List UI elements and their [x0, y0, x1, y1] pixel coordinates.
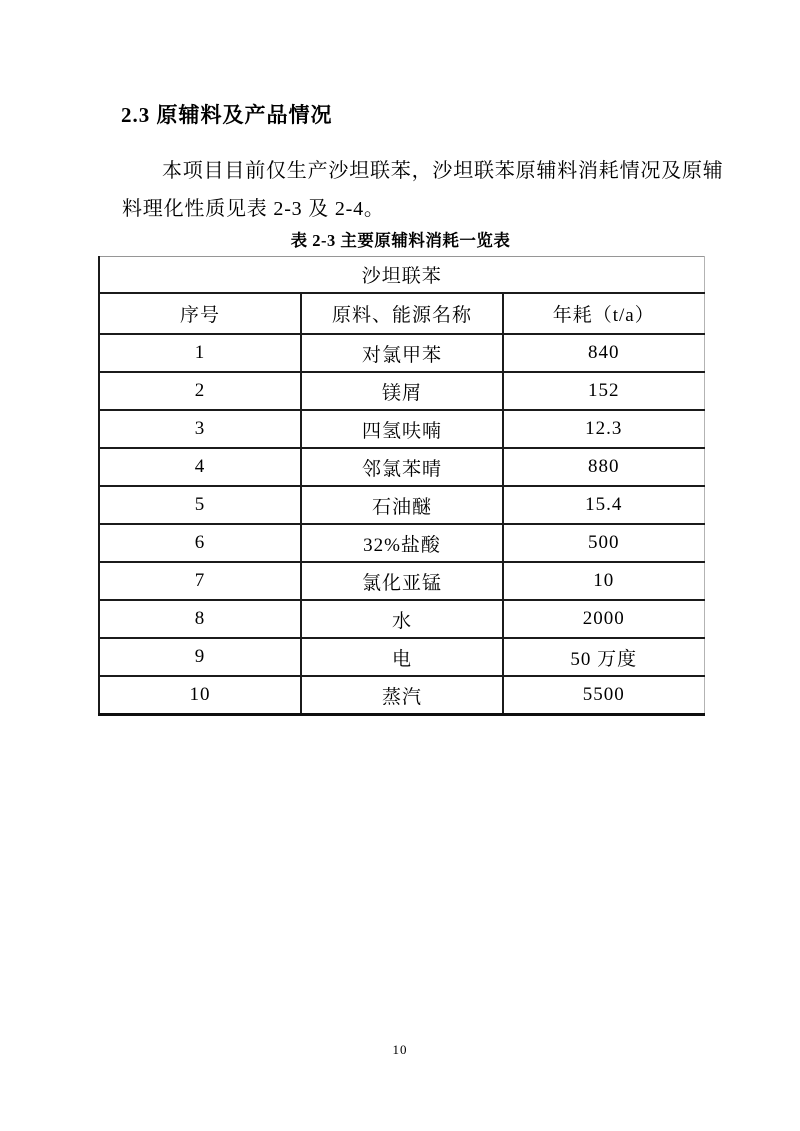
cell-consumption: 12.3: [503, 410, 704, 448]
cell-consumption: 840: [503, 334, 704, 372]
table-row: [99, 448, 704, 486]
cell-index: 1: [99, 334, 301, 372]
cell-consumption: 5500: [503, 676, 704, 715]
cell-index: 4: [99, 448, 301, 486]
cell-material: 对氯甲苯: [301, 334, 503, 372]
table-row: [99, 486, 704, 524]
cell-material: 邻氯苯晴: [301, 448, 503, 486]
cell-material: 蒸汽: [301, 676, 503, 715]
section-heading: 2.3 原辅料及产品情况: [121, 103, 333, 127]
column-header-index: 序号: [99, 293, 301, 334]
table-group-header-cell: 沙坦联苯: [99, 257, 704, 294]
cell-material: 氯化亚锰: [301, 562, 503, 600]
cell-material: 四氢呋喃: [301, 410, 503, 448]
cell-index: 10: [99, 676, 301, 715]
column-header-material: 原料、能源名称: [301, 293, 503, 334]
cell-consumption: 50 万度: [503, 638, 704, 676]
cell-material: 电: [301, 638, 503, 676]
paragraph-line: 料理化性质见表 2-3 及 2-4。: [122, 198, 385, 220]
cell-material: 镁屑: [301, 372, 503, 410]
table-group-header-row: [99, 257, 704, 294]
cell-material: 石油醚: [301, 486, 503, 524]
table-row: [99, 524, 704, 562]
body-paragraph: [122, 152, 724, 228]
cell-consumption: 152: [503, 372, 704, 410]
table-caption: 表 2-3 主要原辅料消耗一览表: [290, 231, 511, 250]
cell-index: 9: [99, 638, 301, 676]
table-row: [99, 562, 704, 600]
table-row: [99, 334, 704, 372]
consumption-table: [98, 256, 705, 716]
table-row: [99, 638, 704, 676]
cell-consumption: 15.4: [503, 486, 704, 524]
cell-material: 水: [301, 600, 503, 638]
table-row: [99, 372, 704, 410]
cell-consumption: 500: [503, 524, 704, 562]
column-header-annual-consumption: 年耗（t/a）: [503, 293, 704, 334]
table-row: [99, 410, 704, 448]
cell-index: 7: [99, 562, 301, 600]
cell-consumption: 2000: [503, 600, 704, 638]
table-row: [99, 600, 704, 638]
cell-index: 2: [99, 372, 301, 410]
cell-material: 32%盐酸: [301, 524, 503, 562]
page-number: 10: [392, 1042, 408, 1057]
cell-index: 6: [99, 524, 301, 562]
paragraph-line: 本项目目前仅生产沙坦联苯，沙坦联苯原辅料消耗情况及原辅: [162, 160, 724, 182]
cell-index: 8: [99, 600, 301, 638]
cell-index: 5: [99, 486, 301, 524]
table-row: [99, 676, 704, 715]
cell-index: 3: [99, 410, 301, 448]
table-header-row: [99, 293, 704, 334]
cell-consumption: 880: [503, 448, 704, 486]
cell-consumption: 10: [503, 562, 704, 600]
